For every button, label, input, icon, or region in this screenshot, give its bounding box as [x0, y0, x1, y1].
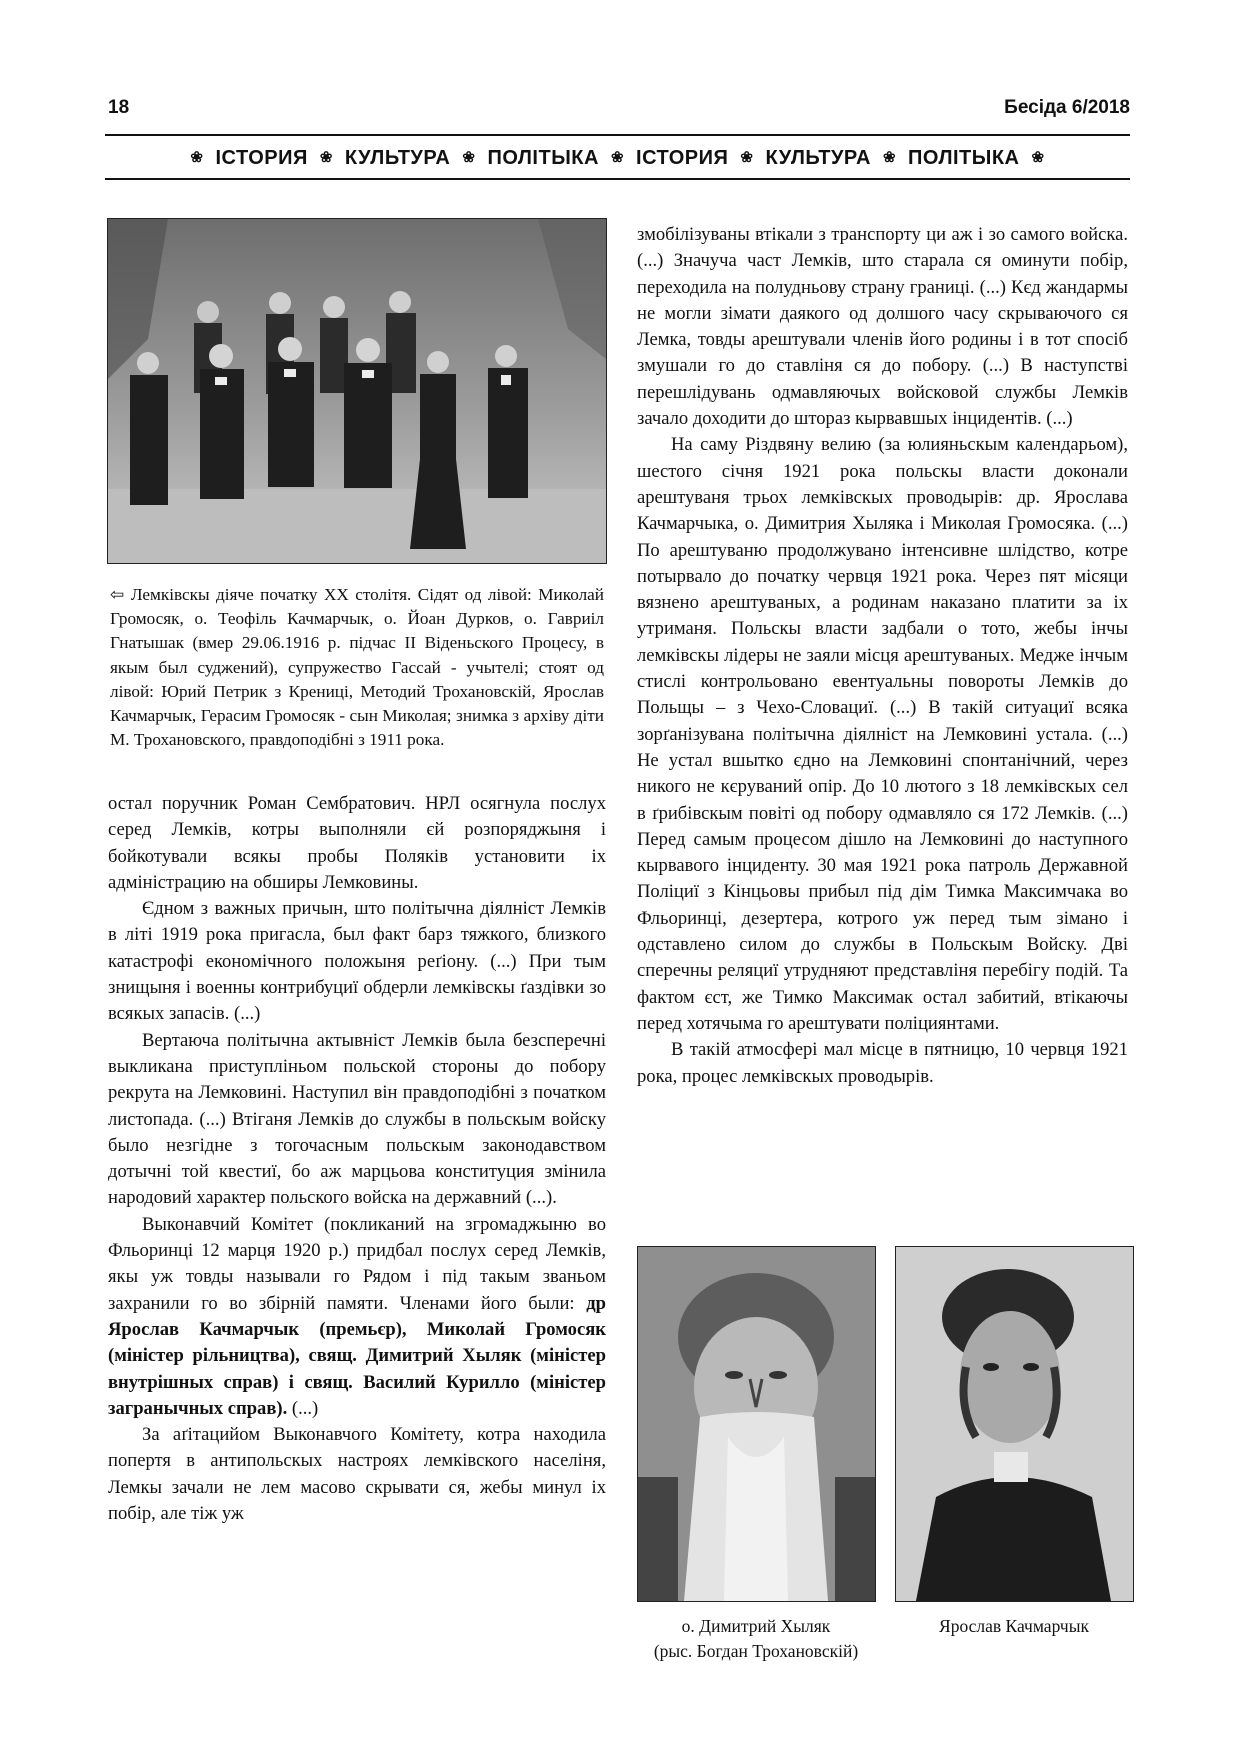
- rubric-item: ПОЛІТЫКА: [908, 146, 1020, 169]
- paragraph: На саму Різдвяну велию (за юлияньскым календарьом), шестого січня 1921 рока польскы власти доконали арештуваня трьох лемківскых проводырів: др. Ярослава Качмарчыка, о. Димитрия Хыляка і Миколая Громосяка. (...) По арештуваню продолжувано інтенсивне шлідство, котре потырвало до початку червця 1921 рока. Через пят місяци вязнено арештуваных, а родинам наказано платити за іх утриманя. Польскы власти задбали о тото, жебы інчы лемківскы лідеры не заяли місця арештуваных. Медже інчым стислі контрольовано евентуальны повороты Лемків до Польщы – з Чехо-Словациї. (...) В такій ситуациї всяка зорґанізувана політычна діялніст на Лемковині устала. (...) Не устал вшытко єдно на Лемковині спонтанічний, через никого не кєруваний опір. До 10 лютого з 18 лемківскых сел в ґрибівскым повіті од побору одмавляло ся 172 Лемків. (...) Перед самым процесом дішло на Лемковині до наступного кырвавого інциденту. 30 мая 1921 рока патроль Державной Поліциї з Кінцьовы прибыл під дім Тимка Максимчака во Фльоринці, дезертера, котрого уж перед тым зімано і одставлено силом до службы в Польскым Войску. Дві сперечны реляциї утрудняют представліня перебігу подій. Та фактом єст, же Тимко Максимак остал забитий, втікаючы перед хотячыма го арештувати поліциянтами.: [637, 434, 1128, 1034]
- header-rule-top: [105, 134, 1130, 136]
- rubric-item: КУЛЬТУРА: [344, 146, 451, 169]
- paragraph: Єдном з важных причын, што політычна діялніст Лемків в літі 1919 рока пригасла, был факт барз тяжкого, близкого катастрофі економічного положыня реґіону. (...) При тым знищыня і военны контрибуциї обдерли лемківскы ґаздівки зо всякых запасів. (...): [108, 898, 606, 1025]
- paragraph-bold-text: др Ярослав Качмарчык (премьєр), Миколай Громосяк (міністер рільництва), свящ. Димитрий Хыляк (міністер внутрішных справ) і свящ. Василий Курилло (міністер загранычных справ).: [108, 1292, 606, 1419]
- rubric-item: ІСТОРИЯ: [215, 146, 308, 169]
- paragraph-text: Выконавчий Комітет (покликаний на згромаджыню во Фльоринці 12 марця 1920 р.) придбал послух серед Лемків, якы уж товды называли го Рядом і під такым званьом захранили го во збірній памяти. Членами його были:: [108, 1213, 606, 1314]
- right-text-column: [637, 222, 1128, 1090]
- left-text-column: [108, 791, 606, 1527]
- paragraph: За аґітацийом Выконавчого Комітету, котра находила попертя в антипольскых настроях лемківского населіня, Лемкы зачали не лем масово скрывати ся, жебы минул іх побір, але тіж уж: [108, 1424, 606, 1525]
- floral-ornament-icon: ❀: [462, 149, 476, 166]
- section-rubric: [105, 143, 1130, 173]
- portrait-caption-left: [630, 1614, 882, 1664]
- floral-ornament-icon: ❀: [740, 149, 754, 166]
- group-photo: [107, 218, 607, 564]
- floral-ornament-icon: ❀: [1031, 149, 1045, 166]
- portrait-drawing-khylak: [637, 1246, 876, 1602]
- floral-ornament-icon: ❀: [190, 149, 204, 166]
- floral-ornament-icon: ❀: [882, 149, 897, 166]
- group-photo-caption: ⇦ Лемківскы діяче початку ХХ столітя. Сідят од лівой: Миколай Громосяк, о. Теофіль Качмарчык, о. Йоан Дурков, о. Гавриіл Гнатышак (вмер 29.06.1916 р. підчас ІІ Віденьского Процесу, в якым был суджений), супружество Гассай - учытелі; стоят од лівой: Юрий Петрик з Крениці, Методий Трохановскій, Ярослав Качмарчык, Герасим Громосяк - сын Миколая; знимка з архіву діти М. Трохановского, правдоподібні з 1911 рока.: [110, 585, 604, 750]
- paragraph: Вертаюча політычна актывніст Лемків была безсперечні выкликана приступліньом польской стороны до побору рекрута на Лемковині. Наступил він правдоподібні з початком листопада. (...) Втіганя Лемків до службы в польскым войску было незгідне з тогочасным польскым законодавством дотычні той квестиї, бо аж марцьова конституция змінила народовий характер польского войска на державний (...).: [108, 1029, 606, 1209]
- rubric-item: ПОЛІТЫКА: [487, 146, 599, 169]
- portrait-caption-right: Ярослав Качмарчык: [939, 1616, 1089, 1636]
- portrait-caption-name: о. Димитрий Хыляк: [681, 1616, 831, 1636]
- floral-ornament-icon: ❀: [610, 149, 625, 166]
- issue-label: Бесіда 6/2018: [1004, 97, 1130, 118]
- paragraph: остал поручник Роман Сембратович. НРЛ осягнула послух серед Лемків, котры выполняли єй розпоряджыня і бойкотували всякы пробы Поляків установити іх адміністрацию на обширы Лемковины.: [108, 793, 606, 893]
- paragraph-text: (...): [287, 1397, 319, 1419]
- rubric-item: КУЛЬТУРА: [765, 146, 871, 169]
- paragraph: В такій атмосфері мал місце в пятницю, 10 червця 1921 рока, процес лемківскых проводырів.: [637, 1039, 1128, 1087]
- floral-ornament-icon: ❀: [319, 149, 333, 166]
- paragraph: [108, 1212, 606, 1422]
- page-number: 18: [108, 97, 130, 118]
- rubric-item: ІСТОРИЯ: [636, 146, 729, 169]
- portrait-caption-credit: (рыс. Богдан Трохановскій): [653, 1641, 859, 1661]
- paragraph: змобілізуваны втікали з транспорту ци аж і зо самого войска. (...) Значуча част Лемків, што старала ся оминути побір, переходила на полудньову страну границі. (...) Кєд жандармы не могли зімати даякого од долшого часу скрываючого ся Лемка, товды арештували членів його родины і в тот спосіб змушали го до ставліня ся до побору. (...) В наступстві перешлідувань одмавляючых войсковой службы Лемків зачало доходити до штораз кырвавшых інцидентів. (...): [637, 224, 1128, 430]
- header-rule-bottom: [105, 178, 1130, 180]
- portrait-photo-kachmarchyk: [895, 1246, 1134, 1602]
